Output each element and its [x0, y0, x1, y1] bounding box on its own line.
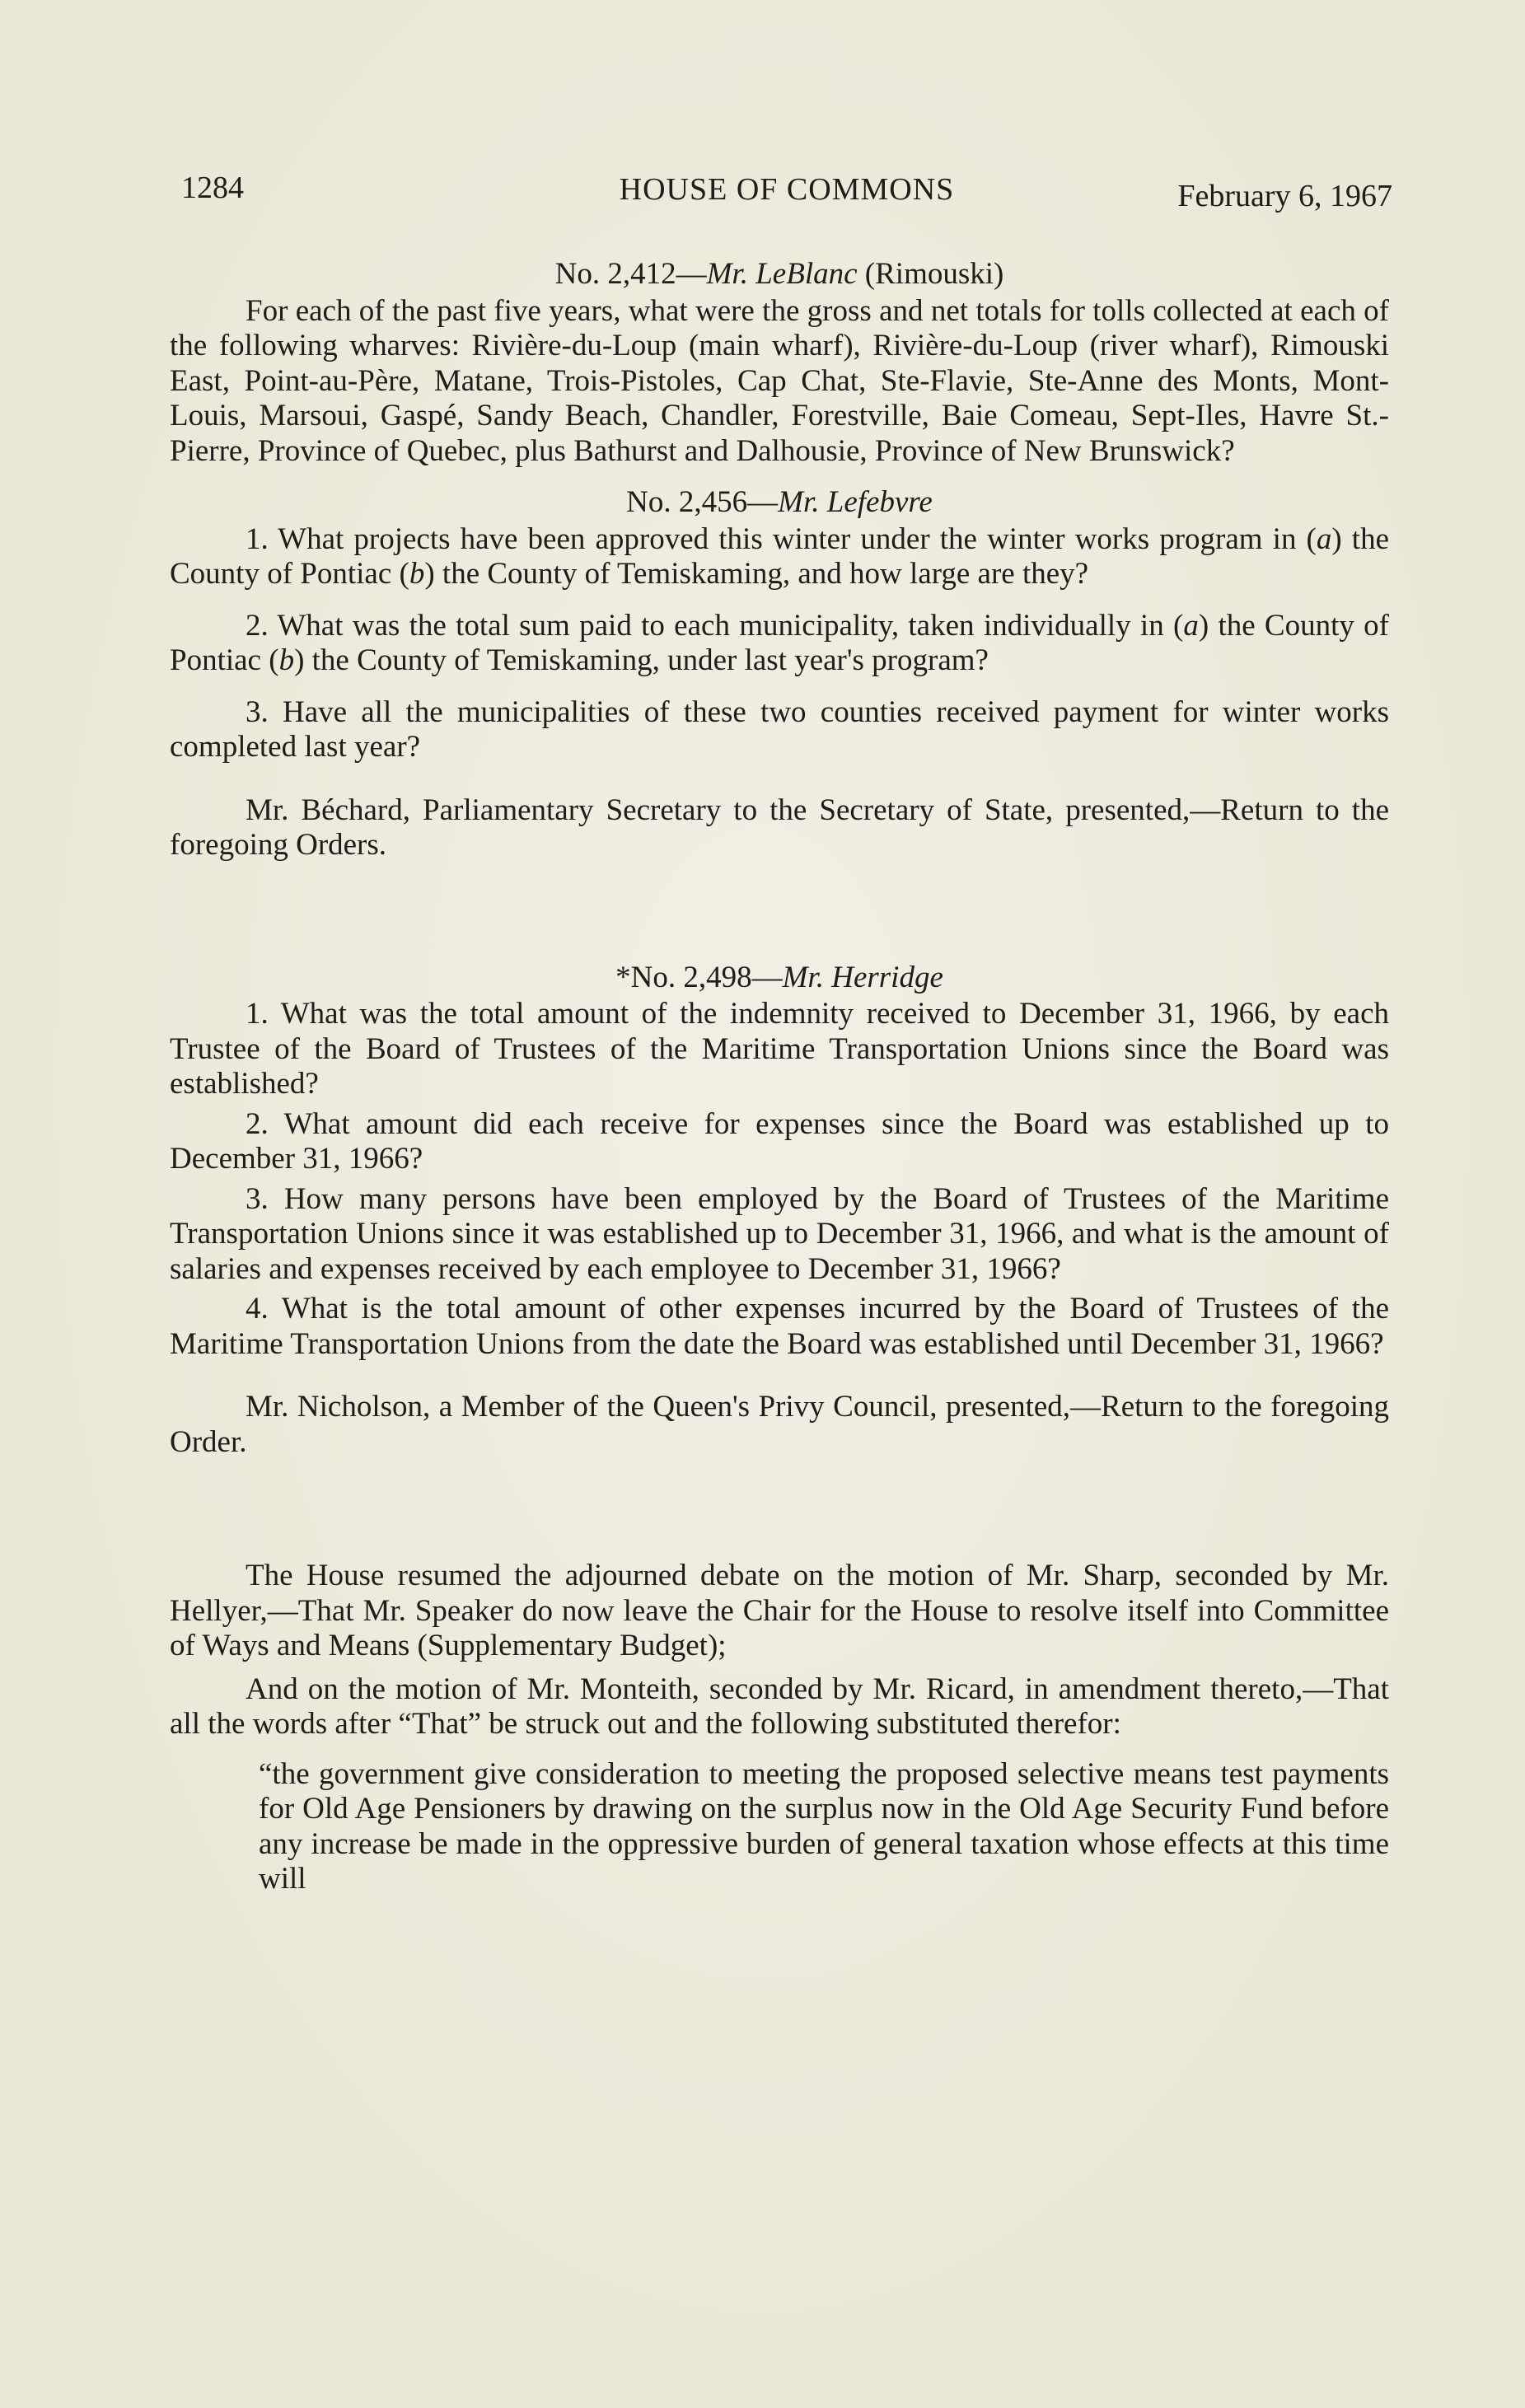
question-2498-part-3: 3. How many persons have been employed by the Board of Trustees of the Maritime Transportation Unions since it was established up to December 31, 1966, and what is the amount of salaries and expenses received by each employee to December 31, 1966? [170, 1181, 1389, 1286]
question-text-2412: For each of the past five years, what were the gross and net totals for tolls collected at each of the following wharves: Rivière-du-Loup (main wharf), Rivière-du-Loup (river wharf), Rimouski East, Point-au-Père, Matane, Trois-Pistoles, Cap Chat, Ste-Flavie, Ste-Anne des Monts, Mont-Louis, Marsoui, Gaspé, Sandy Beach, Chandler, Forestville, Baie Comeau, Sept-Iles, Havre St.-Pierre, Province of Quebec, plus Bathurst and Dalhousie, Province of New Brunswick? [170, 293, 1389, 468]
page-body [170, 257, 1389, 1897]
page-date: February 6, 1967 [1177, 179, 1392, 213]
debate-paragraph-2: And on the motion of Mr. Monteith, seconded by Mr. Ricard, in amendment thereto,—That all the words after “That” be struck out and the following substituted therefor: [170, 1672, 1389, 1741]
amendment-quote [170, 1757, 1389, 1897]
question-2456-part-1: 1. What projects have been approved this winter under the winter works program in (a) the County of Pontiac (b) the County of Temiskaming, and how large are they? [170, 521, 1389, 591]
page-title: HOUSE OF COMMONS [619, 172, 955, 207]
question-heading-2498: *No. 2,498—Mr. Herridge [615, 960, 943, 994]
question-2498-part-4: 4. What is the total amount of other expenses incurred by the Board of Trustees of the Maritime Transportation Unions from the date the Board was established until December 31, 1966? [170, 1292, 1389, 1361]
page-number: 1284 [181, 171, 244, 205]
question-2498-part-2: 2. What amount did each receive for expenses since the Board was established up to December 31, 1966? [170, 1106, 1389, 1176]
question-2456-part-2: 2. What was the total sum paid to each municipality, taken individually in (a) the County of Pontiac (b) the County of Temiskaming, under last year's program? [170, 608, 1389, 677]
question-heading-2412: No. 2,412—Mr. LeBlanc (Rimouski) [554, 257, 1004, 291]
page-header [181, 170, 1392, 219]
question-heading-2456: No. 2,456—Mr. Lefebvre [626, 485, 933, 519]
return-paragraph-1: Mr. Béchard, Parliamentary Secretary to the Secretary of State, presented,—Return to the foregoing Orders. [170, 793, 1389, 862]
amendment-quote-text: “the government give consideration to meeting the proposed selective means test payments for Old Age Pensioners by drawing on the surplus now in the Old Age Security Fund before any increase be made in the oppressive burden of general taxation whose effects at this time will [259, 1756, 1389, 1896]
return-paragraph-2: Mr. Nicholson, a Member of the Queen's Privy Council, presented,—Return to the foregoing Order. [170, 1390, 1389, 1459]
question-2498-part-1: 1. What was the total amount of the indemnity received to December 31, 1966, by each Trustee of the Board of Trustees of the Maritime Transportation Unions since the Board was established? [170, 997, 1389, 1101]
question-2456-part-3: 3. Have all the municipalities of these two counties received payment for winter works completed last year? [170, 694, 1389, 764]
debate-paragraph-1: The House resumed the adjourned debate on the motion of Mr. Sharp, seconded by Mr. Hellyer,—That Mr. Speaker do now leave the Chair for the House to resolve itself into Committee of Ways and Means (Supplementary Budget); [170, 1559, 1389, 1662]
